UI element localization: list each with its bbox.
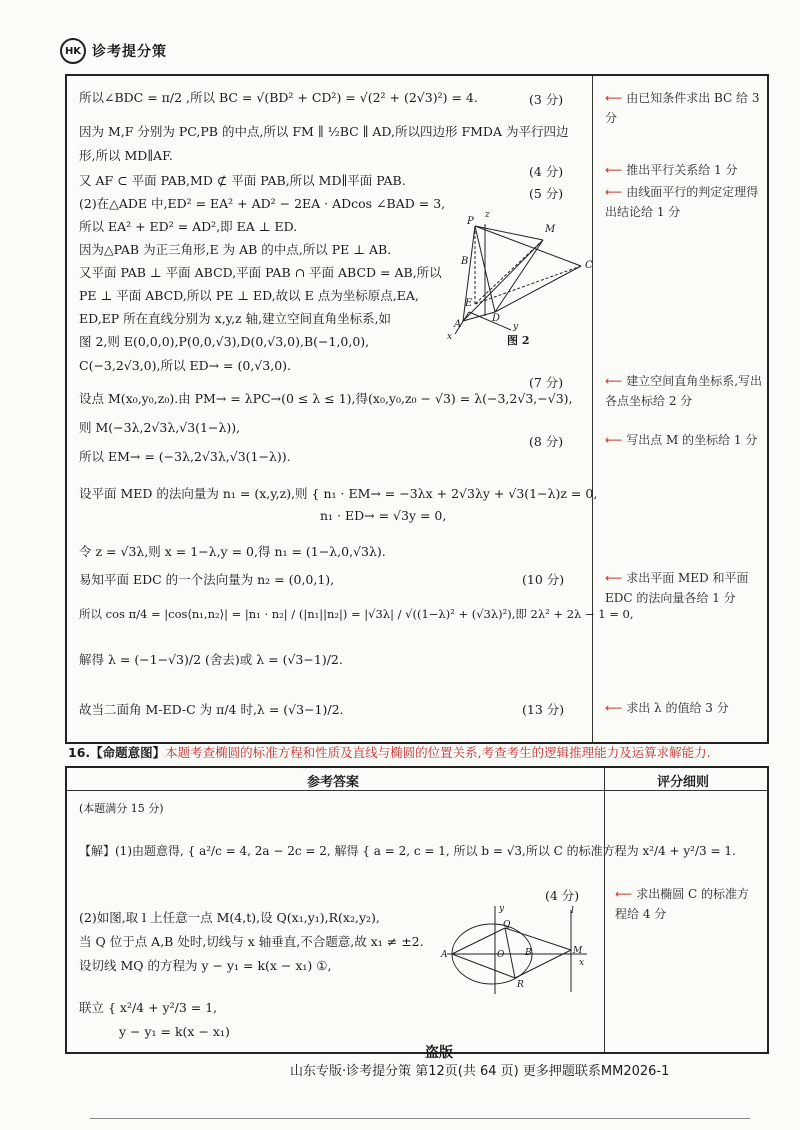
figure-label: P xyxy=(467,216,474,227)
brand-logo xyxy=(60,38,167,64)
solution-line: 设点 M(x₀,y₀,z₀).由 PM→ = λPC→(0 ≤ λ ≤ 1),得(x₀,y₀,z₀ − √3) = λ(−3,2√3,−√3), xyxy=(79,391,573,406)
solution-line: 设切线 MQ 的方程为 y − y₁ = k(x − x₁) ①, xyxy=(79,958,332,973)
score-label: (13 分) xyxy=(522,702,565,717)
page-footer: 山东专版·诊考提分策 第12页(共 64 页) 更多押题联系MM2026-1 xyxy=(290,1064,670,1079)
solution-line: 形,所以 MD∥AF. xyxy=(79,148,173,163)
solution-line: 又 AF ⊂ 平面 PAB,MD ⊄ 平面 PAB,所以 MD∥平面 PAB. xyxy=(79,173,406,188)
figure-label: y xyxy=(499,904,505,914)
column-divider xyxy=(604,768,605,1052)
score-label: (10 分) xyxy=(522,572,565,587)
figure-label: B xyxy=(525,948,532,958)
solution-table-q16 xyxy=(65,766,769,1054)
solution-line: 联立 { x²/4 + y²/3 = 1, xyxy=(79,1000,218,1015)
solution-line: PE ⊥ 平面 ABCD,所以 PE ⊥ ED,故以 E 点为坐标原点,EA, xyxy=(79,288,419,303)
score-label: (5 分) xyxy=(529,186,564,201)
figure-label: D xyxy=(492,313,501,324)
solution-line: (2)如图,取 l 上任意一点 M(4,t),设 Q(x₁,y₁),R(x₂,y₂), xyxy=(79,910,380,925)
solution-line: 当 Q 位于点 A,B 处时,切线与 x 轴垂直,不合题意,故 x₁ ≠ ±2. xyxy=(79,934,424,949)
figure-caption: 图 2 xyxy=(507,334,530,347)
figure-label: O xyxy=(497,950,505,960)
solution-line: 所以 EM→ = (−3λ,2√3λ,√3(1−λ)). xyxy=(79,449,291,464)
solution-line: (2)在△ADE 中,ED² = EA² + AD² − 2EA · ADcos ∠BAD = 3, xyxy=(79,196,446,211)
score-label: (3 分) xyxy=(529,92,564,107)
grading-note: ⟵ 求出椭圆 C 的标准方程给 4 分 xyxy=(615,887,750,921)
q16-intent-text: 本题考查椭圆的标准方程和性质及直线与椭圆的位置关系,考查考生的逻辑推理能力及运算求解能力. xyxy=(165,745,711,760)
grading-note: ⟵ 推出平行关系给 1 分 xyxy=(605,163,738,177)
arrow-left-icon: ⟵ xyxy=(605,701,623,715)
arrow-left-icon: ⟵ xyxy=(615,887,633,901)
figure-label: Q xyxy=(503,920,511,930)
arrow-left-icon: ⟵ xyxy=(605,91,623,105)
solution-line: 易知平面 EDC 的一个法向量为 n₂ = (0,0,1), xyxy=(79,572,335,587)
grading-note: ⟵ 由已知条件求出 BC 给 3 分 xyxy=(605,91,760,125)
arrow-left-icon: ⟵ xyxy=(605,185,623,199)
figure-label: x xyxy=(447,332,453,342)
logo-text: 诊考提分策 xyxy=(92,44,167,60)
score-label: (4 分) xyxy=(545,888,580,903)
solution-line: C(−3,2√3,0),所以 ED→ = (0,√3,0). xyxy=(79,358,291,373)
solution-line: 图 2,则 E(0,0,0),P(0,0,√3),D(0,√3,0),B(−1,0,0), xyxy=(79,334,370,349)
solution-line: 【解】(1)由题意得, { a²/c = 4, 2a − 2c = 2, 解得 { a = 2, c = 1, 所以 b = √3,所以 C 的标准方程为 x²/4 + y²/3 = 1. xyxy=(79,844,736,858)
figure-label: C xyxy=(585,260,593,271)
arrow-left-icon: ⟵ xyxy=(605,571,623,585)
figure-label: z xyxy=(485,210,490,220)
solution-line: 所以 cos π/4 = |cos⟨n₁,n₂⟩| = |n₁ · n₂| / (|n₁||n₂|) = |√3λ| / √((1−λ)² + (√3λ)²),即 2λ² + 2λ − 1 = 0, xyxy=(79,607,634,621)
score-label: (4 分) xyxy=(529,164,564,179)
solution-line: 因为△PAB 为正三角形,E 为 AB 的中点,所以 PE ⊥ AB. xyxy=(79,242,392,257)
figure-label: y xyxy=(513,322,519,332)
header-divider xyxy=(67,790,767,791)
solution-line: 又平面 PAB ⊥ 平面 ABCD,平面 PAB ∩ 平面 ABCD = AB,所以 xyxy=(79,265,442,280)
figure-label: M xyxy=(545,224,556,235)
grading-note: ⟵ 建立空间直角坐标系,写出各点坐标给 2 分 xyxy=(605,374,763,408)
solution-line: 解得 λ = (−1−√3)/2 (舍去)或 λ = (√3−1)/2. xyxy=(79,652,343,667)
column-header-answer: 参考答案 xyxy=(307,775,360,790)
q16-intent-label: 【命题意图】 xyxy=(90,745,166,760)
full-score: (本题满分 15 分) xyxy=(79,802,164,815)
arrow-left-icon: ⟵ xyxy=(605,433,623,447)
solution-line: 因为 M,F 分别为 PC,PB 的中点,所以 FM ∥ ½BC ∥ AD,所以四边形 FMDA 为平行四边 xyxy=(79,124,569,139)
arrow-left-icon: ⟵ xyxy=(605,374,623,388)
column-header-rubric: 评分细则 xyxy=(657,775,710,790)
solution-line: 设平面 MED 的法向量为 n₁ = (x,y,z),则 { n₁ · EM→ = −3λx + 2√3λy + √3(1−λ)z = 0, xyxy=(79,486,598,501)
q16-number: 16. xyxy=(68,745,91,760)
grading-note: ⟵ 由线面平行的判定定理得出结论给 1 分 xyxy=(605,185,759,219)
solution-line: 故当二面角 M-ED-C 为 π/4 时,λ = (√3−1)/2. xyxy=(79,702,344,717)
bottom-rule xyxy=(90,1118,750,1119)
column-divider xyxy=(592,76,593,742)
figure-label: B xyxy=(461,256,469,267)
score-label: (7 分) xyxy=(529,375,564,390)
arrow-left-icon: ⟵ xyxy=(605,163,623,177)
logo-badge: HK xyxy=(60,38,86,64)
figure-2-pyramid xyxy=(445,216,595,346)
watermark-stamp: 盗版 xyxy=(425,1045,453,1061)
solution-line: 所以∠BDC = π/2 ,所以 BC = √(BD² + CD²) = √(2² + (2√3)²) = 4. xyxy=(79,90,478,105)
solution-line: 令 z = √3λ,则 x = 1−λ,y = 0,得 n₁ = (1−λ,0,√3λ). xyxy=(79,544,386,559)
grading-note: ⟵ 写出点 M 的坐标给 1 分 xyxy=(605,433,758,447)
grading-note: ⟵ 求出 λ 的值给 3 分 xyxy=(605,701,729,715)
solution-line: ED,EP 所在直线分别为 x,y,z 轴,建立空间直角坐标系,如 xyxy=(79,311,392,326)
solution-line: 所以 EA² + ED² = AD²,即 EA ⊥ ED. xyxy=(79,219,298,234)
solution-line: n₁ · ED→ = √3y = 0, xyxy=(320,508,447,523)
figure-label: R xyxy=(517,980,524,990)
figure-label: M xyxy=(573,946,583,956)
q16-intent xyxy=(68,743,711,761)
grading-note: ⟵ 求出平面 MED 和平面 EDC 的法向量各给 1 分 xyxy=(605,571,749,605)
figure-label: A xyxy=(441,950,448,960)
figure-label: l xyxy=(571,906,574,916)
score-label: (8 分) xyxy=(529,434,564,449)
solution-line: y − y₁ = k(x − x₁) xyxy=(119,1024,230,1039)
solution-frame-q15 xyxy=(65,74,769,744)
figure-label: E xyxy=(465,298,473,309)
figure-label: A xyxy=(454,319,462,330)
figure-label: x xyxy=(579,958,585,968)
solution-line: 则 M(−3λ,2√3λ,√3(1−λ)), xyxy=(79,420,241,435)
